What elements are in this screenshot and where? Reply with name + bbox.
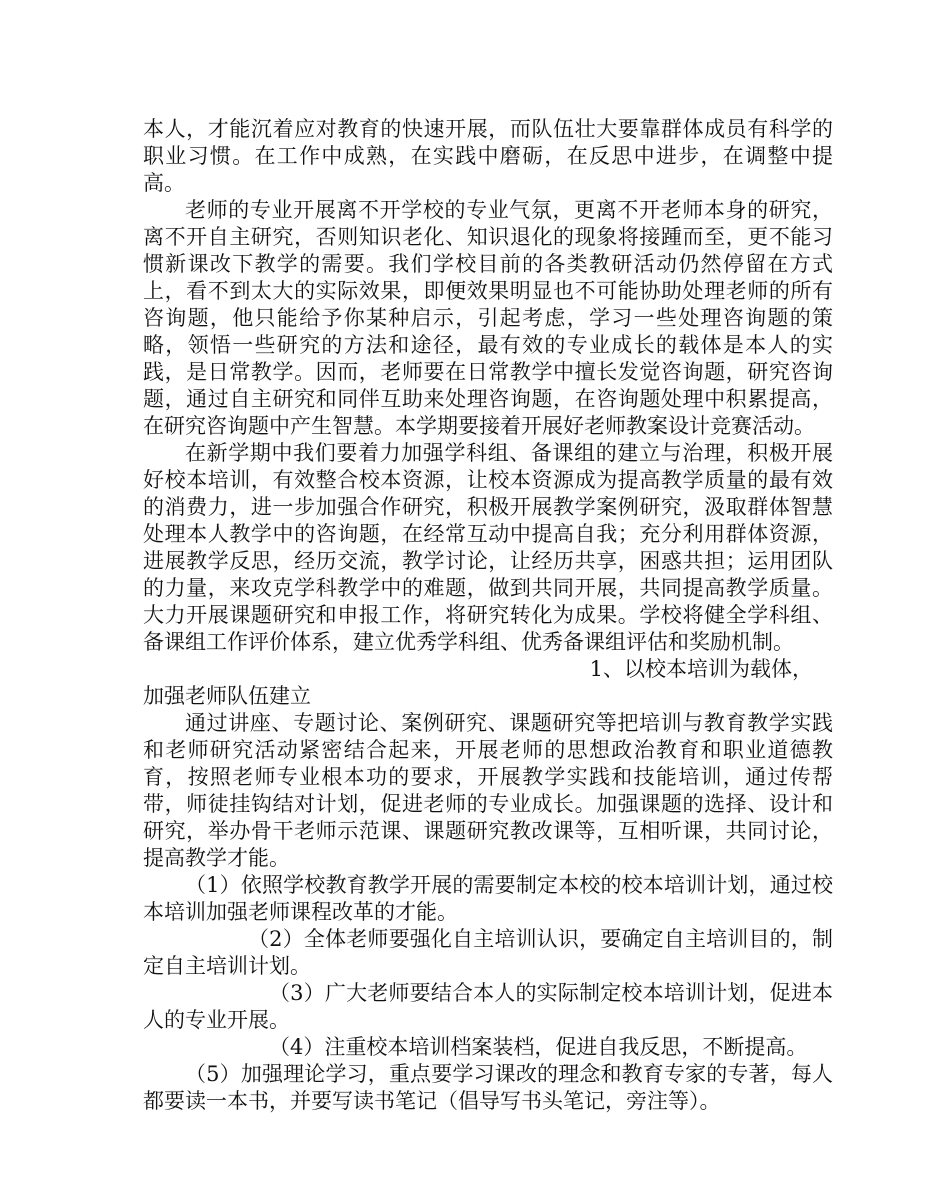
paragraph-3: 在新学期中我们要着力加强学科组、备课组的建立与治理，积极开展好校本培训，有效整合校本资源，让校本资源成为提高教学质量的最有效的消费力，进一步加强合作研究，积极开展教学案例研究，汲取群体智慧处理本人教学中的咨询题，在经常互动中提高自我；充分利用群体资源，进展教学反思，经历交流，教学讨论，让经历共享，困惑共担；运用团队的力量，来攻克学科教学中的难题，做到共同开展，共同提高教学质量。大力开展课题研究和申报工作，将研究转化为成果。学校将健全学科组、备课组工作评价体系，建立优秀学科组、优秀备课组评估和奖励机制。 <box>143 441 833 654</box>
paragraph-2: 老师的专业开展离不开学校的专业气氛，更离不开老师本身的研究，离不开自主研究，否则知识老化、知识退化的现象将接踵而至，更不能习惯新课改下教学的需要。我们学校目前的各类教研活动仍然停留在方式上，看不到太大的实际效果，即便效果明显也不可能协助处理老师的所有咨询题，他只能给予你某种启示，引起考虑，学习一些处理咨询题的策略，领悟一些研究的方法和途径，最有效的专业成长的载体是本人的实践，是日常教学。因而，老师要在日常教学中擅长发觉咨询题，研究咨询题，通过自主研究和同伴互助来处理咨询题，在咨询题处理中积累提高，在研究咨询题中产生智慧。本学期要接着开展好老师教案设计竞赛活动。 <box>143 198 833 438</box>
list-item-3: （3）广大老师要结合本人的实际制定校本培训计划，促进本人的专业开展。 <box>143 981 833 1032</box>
paragraph-1: 本人，才能沉着应对教育的快速开展，而队伍壮大要靠群体成员有科学的职业习惯。在工作中成熟，在实践中磨砺，在反思中进步，在调整中提高。 <box>143 117 833 195</box>
section-intro: 通过讲座、专题讨论、案例研究、课题研究等把培训与教育教学实践和老师研究活动紧密结合起来，开展老师的思想政治教育和职业道德教育，按照老师专业根本功的要求，开展教学实践和技能培训，通过传帮带，师徒挂钩结对计划，促进老师的专业成长。加强课题的选择、设计和研究，举办骨干老师示范课、课题研究教改课等，互相听课，共同讨论，提高教学才能。 <box>143 711 833 870</box>
list-item-1: （1）依照学校教育教学开展的需要制定本校的校本培训计划，通过校本培训加强老师课程改革的才能。 <box>143 873 833 924</box>
document-page <box>143 116 833 1115</box>
list-item-2: （2）全体老师要强化自主培训认识，要确定自主培训目的，制定自主培训计划。 <box>143 927 833 978</box>
list-item-5: （5）加强理论学习，重点要学习课改的理念和教育专家的专著，每人都要读一本书，并要写读书笔记（倡导写书头笔记，旁注等）。 <box>143 1062 833 1113</box>
section-heading-continued: 加强老师队伍建立 <box>143 684 311 708</box>
list-item-4: （4）注重校本培训档案装档，促进自我反思，不断提高。 <box>269 1035 808 1059</box>
section-heading: 1、以校本培训为载体， <box>589 657 813 681</box>
